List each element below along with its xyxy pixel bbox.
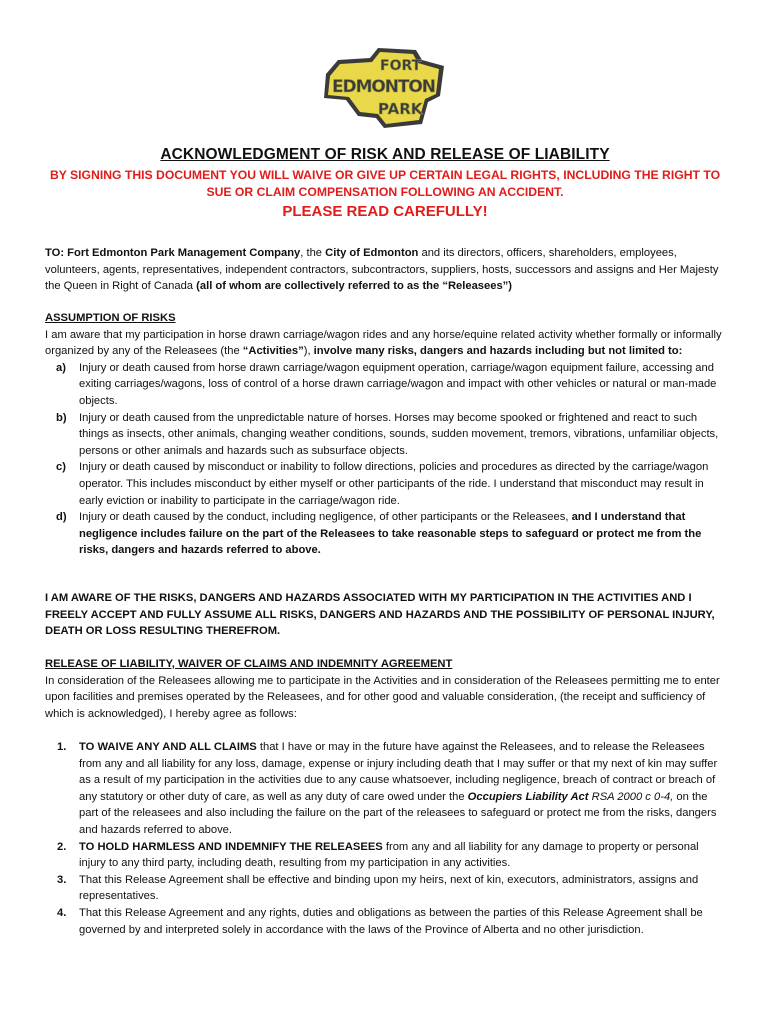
release-term xyxy=(45,839,725,872)
releasees-text-1: , the xyxy=(300,247,326,259)
risk-item-label: c) xyxy=(56,461,66,474)
release-term-number: 1. xyxy=(57,741,67,753)
assumption-intro-text-2: ), xyxy=(303,345,314,358)
risk-item-label: b) xyxy=(56,411,67,424)
fort-edmonton-park-logo xyxy=(318,44,450,130)
risk-item-text: Injury or death caused from horse drawn carriage/wagon equipment operation, carriage/wagon equipment failure, accessing and exiting carriages/wagons, loss of control of a horse drawn carriage/wagon and impact with other vehicles or natural or man-made objects. xyxy=(79,361,717,407)
act-citation: RSA 2000 c 0-4, xyxy=(588,790,674,803)
release-section xyxy=(45,656,725,722)
release-term xyxy=(45,739,725,839)
release-terms-list xyxy=(45,739,725,938)
risk-item-label: a) xyxy=(56,361,66,374)
release-term-number: 4. xyxy=(57,906,67,919)
risk-item-text: Injury or death caused by misconduct or inability to follow directions, policies and procedures as directed by the carriage/wagon operator. This includes misconduct by either myself or other participants of the ride. I understand that misconduct may result in early eviction or inability to participate in the carriage/wagon ride. xyxy=(79,461,709,507)
release-term xyxy=(45,905,725,938)
release-term-text: that I have or may in the future have against the Releasees, and to release the Releasees from any and all liability for any loss, damage, expense or injury including death that I may suffer or that my next of kin may suffer as a result of my participation in the activities due to any cause whatsoever, including negligence, breach of contract or breach of any statutory or other duty of care, as well as any duty of care owed under the xyxy=(79,741,718,803)
risk-item xyxy=(45,360,725,410)
document-title: ACKNOWLEDGMENT OF RISK AND RELEASE OF LIABILITY xyxy=(160,146,610,163)
release-term-number: 3. xyxy=(57,873,67,886)
addressee: TO: Fort Edmonton Park Management Company xyxy=(45,247,301,259)
release-term xyxy=(45,872,725,905)
release-intro: In consideration of the Releasees allowing me to participate in the Activities and in consideration of the Releasees permitting me to enter upon facilities and premises operated by the Releasees, and for other good and valuable consideration, (the receipt and sufficiency of which is acknowledged), I hereby agree as follows: xyxy=(45,674,720,720)
risk-item-label: d) xyxy=(56,511,67,524)
risk-item-text: Injury or death caused from the unpredictable nature of horses. Horses may become spooked or frightened and react to such things as insects, other animals, changing weather conditions, sounds, sudden movement, tremors, vibrations, unfamiliar objects, persons or other animals and hazards such as subsurface objects. xyxy=(79,411,719,457)
act-name: Occupiers Liability Act xyxy=(467,790,589,803)
release-term-number: 2. xyxy=(57,840,67,853)
risk-item xyxy=(45,509,725,559)
assumption-heading: ASSUMPTION OF RISKS xyxy=(45,312,176,324)
negligence-statement: and I understand that negligence includes failure on the part of the Releasees to take reasonable steps to safeguard or protect me from the risks, dangers and hazards referred to above. xyxy=(79,511,702,557)
assumption-of-risks-section xyxy=(45,310,725,559)
releasees-text-2: and its directors, officers, shareholders, employees, volunteers, agents, representatives, independent contractors, subcontractors, suppliers, hosts, successors and assigns and Her Majesty the Queen in Right of Canada xyxy=(45,247,719,293)
assumption-intro-text: I am aware that my participation in horse drawn carriage/wagon rides and any horse/equine related activity whether formally or informally organized by any of the Releasees (the xyxy=(45,328,722,358)
logo-text-park: PARK xyxy=(378,100,423,118)
assumption-intro xyxy=(45,327,725,360)
release-heading: RELEASE OF LIABILITY, WAIVER OF CLAIMS AND INDEMNITY AGREEMENT xyxy=(45,658,453,670)
releasees-definition: (all of whom are collectively referred to as the “Releasees”) xyxy=(196,280,513,293)
logo-text-fort: FORT xyxy=(380,58,422,74)
risk-item xyxy=(45,459,725,509)
legal-rights-warning: BY SIGNING THIS DOCUMENT YOU WILL WAIVE OR GIVE UP CERTAIN LEGAL RIGHTS, INCLUDING THE RIGHT TO SUE OR CLAIM COMPENSATION FOLLOWING AN ACCIDENT. xyxy=(49,168,721,199)
release-term-text: That this Release Agreement shall be effective and binding upon my heirs, next of kin, executors, administrators, assigns and representatives. xyxy=(79,873,699,903)
release-term-text-2: on the part of the releasees and also including the failure on the part of the releasees to safeguard or protect me from the risks, dangers and hazards referred to above. xyxy=(79,790,717,836)
risk-item-text: Injury or death caused by the conduct, including negligence, of other participants or the Releasees, xyxy=(79,511,572,524)
risk-item xyxy=(45,410,725,460)
risk-acceptance-statement: I AM AWARE OF THE RISKS, DANGERS AND HAZARDS ASSOCIATED WITH MY PARTICIPATION IN THE ACTIVITIES AND I FREELY ACCEPT AND FULLY ASSUME ALL RISKS, DANGERS AND HAZARDS AND THE POSSIBILITY OF PERSONAL INJURY, DEATH OR LOSS RESULTING THEREFROM. xyxy=(45,592,715,638)
indemnify-term: TO HOLD HARMLESS AND INDEMNIFY THE RELEASEES xyxy=(79,840,383,853)
releasees-paragraph xyxy=(45,245,725,295)
city-name: City of Edmonton xyxy=(325,247,419,259)
release-term-text: That this Release Agreement and any rights, duties and obligations as between the parties of this Release Agreement shall be governed by and interpreted solely in accordance with the laws of the Province of Alberta and no other jurisdiction. xyxy=(79,906,703,936)
activities-term: “Activities” xyxy=(242,345,304,358)
waive-claims-term: TO WAIVE ANY AND ALL CLAIMS xyxy=(79,741,257,753)
risks-statement: involve many risks, dangers and hazards including but not limited to: xyxy=(313,345,683,358)
please-read-notice: PLEASE READ CAREFULLY! xyxy=(282,203,488,220)
release-term-text: from any and all liability for any damage to property or personal injury to any third party, including death, resulting from my participation in any activities. xyxy=(79,840,699,870)
logo-text-edmonton: EDMONTON xyxy=(332,77,436,97)
